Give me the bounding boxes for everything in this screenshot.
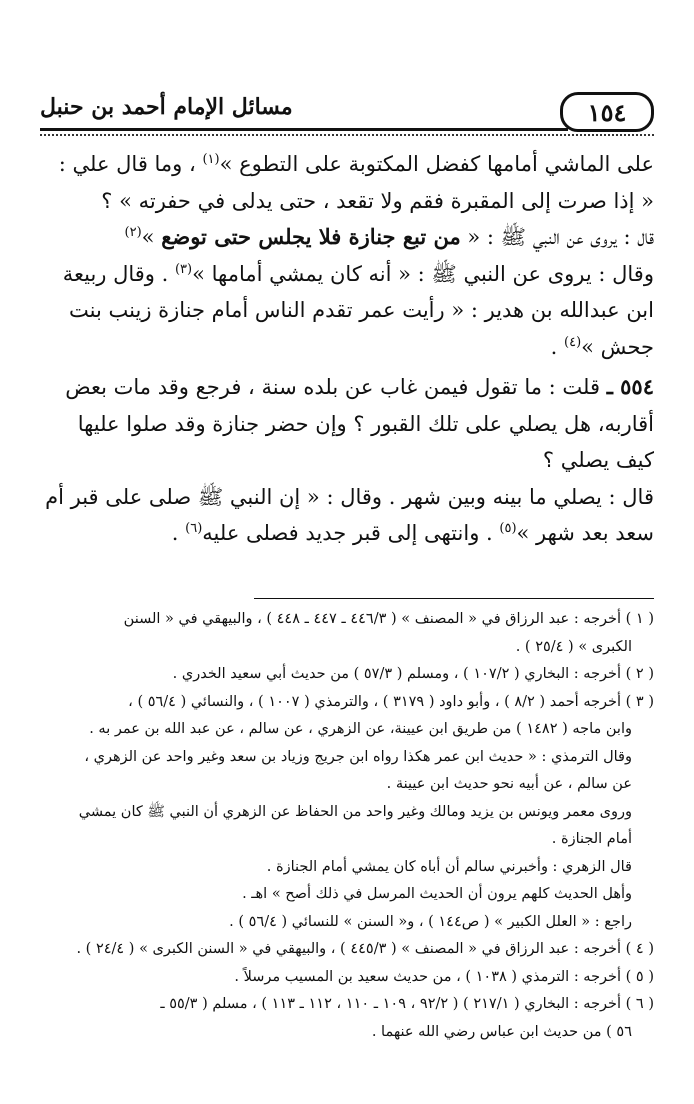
footnote-line: ( ٣ ) أخرجه أحمد ( ٨/٢ ) ، وأبو داود ( ٣١٧٩ ) ، والترمذي ( ١٠٠٧ ) ، والنسائي ( ٥٦/٤ ) ، [128,693,654,710]
text-segment: وقال : يروى عن النبي ﷺ : « أنه كان يمشي أمامها » [192,261,654,286]
issue-number: ٥٥٤ ـ [606,374,654,399]
footnote-line: راجع : « العلل الكبير » ( ص١٤٤ ) ، و« السنن » للنسائي ( ٥٦/٤ ) . [229,913,632,930]
footnote-line: ( ٦ ) أخرجه : البخاري ( ٢١٧/١ ) ( ٩٢/٢ ، ١٠٩ ـ ١١٠ ، ١١٢ ـ ١١٣ ) ، مسلم ( ٥٥/٣ ـ [160,996,654,1012]
main-text [40,146,654,552]
footnote-line: وروى معمر ويونس بن يزيد ومالك وغير واحد من الحفاظ عن الزهري أن النبي ﷺ كان يمشي [78,803,632,820]
text-line: « إذا صرت إلى المقبرة فقم ولا تقعد ، حتى يدلى في حفرته » ؟ [101,188,654,213]
footnote-line: وأهل الحديث كلهم يرون أن الحديث المرسل في ذلك أصح » اهـ . [242,886,632,902]
text-segment: جحش » [581,334,654,359]
text-line [40,515,654,552]
footnote-line: ( ٥ ) أخرجه : الترمذي ( ١٠٣٨ ) ، من حديث سعيد بن المسيب مرسلاً . [234,968,654,985]
text-segment: . وانتهى إلى قبر جديد فصلى عليه [202,521,500,545]
text-segment: ، وما قال علي : [58,152,203,176]
text-line: كيف يصلي ؟ [542,448,654,472]
footnote-ref: (٤) [564,334,582,350]
text-segment: سعد بعد شهر » [516,521,654,545]
document-page [40,88,654,1084]
text-segment: . [550,334,565,359]
text-line [40,369,654,406]
text-segment: . وقال ربيعة [62,261,175,286]
text-segment: . [171,521,186,545]
footnote-line: وقال الترمذي : « حديث ابن عمر هكذا رواه ابن جريج وزياد بن سعد وغير واحد عن الزهري ، [84,748,632,765]
footnote-line: ( ١ ) أخرجه : عبد الرزاق في « المصنف » ( ٤٤٦/٣ ـ ٤٤٧ ـ ٤٤٨ ) ، والبيهقي في « السنن [123,611,654,627]
text-line: قال : يصلي ما بينه وبين شهر . وقال : « إن النبي ﷺ صلى على قبر أم [45,484,654,509]
text-segment: قلت : ما تقول فيمن غاب عن بلده سنة ، فرجع وقد مات بعض [65,375,607,399]
footnote-line: وابن ماجه ( ١٤٨٢ ) من طريق ابن عيينة، عن الزهري ، عن سالم ، عن عبد الله بن عمر به . [89,721,632,737]
page-number: ١٥٤ [560,92,654,132]
footnote-line: ( ٢ ) أخرجه : البخاري ( ١٠٧/٢ ) ، ومسلم ( ٥٧/٣ ) من حديث أبي سعيد الخدري . [172,666,654,682]
header-dotted-rule [40,134,654,136]
footnotes [40,606,654,1046]
book-title: مسائل الإمام أحمد بن حنبل [40,94,293,120]
text-line [40,256,654,293]
text-segment: على الماشي أمامها كفضل المكتوبة على التطوع » [219,152,654,176]
footnote-line: أمام الجنازة . [551,831,632,847]
footnote-ref: (٣) [174,261,193,277]
text-line [40,329,654,366]
text-line [40,146,654,183]
footnote-line: ( ٤ ) أخرجه : عبد الرزاق في « المصنف » ( ٤٤٥/٣ ) ، والبيهقي في « السنن الكبرى » ( ٢٤/٤ ) . [76,941,654,957]
footnote-ref: (٢) [124,225,142,240]
footnote-line: عن سالم ، عن أبيه نحو حديث ابن عيينة . [386,776,632,792]
footnote-ref: (٦) [185,521,203,536]
text-line: أقاربه، هل يصلي على تلك القبور ؟ وإن حضر جنازة وقد صلوا عليها [77,411,654,436]
header-rule [40,128,568,131]
footnote-ref: (٥) [499,521,517,536]
footnote-line: ٥٦ ) من حديث ابن عباس رضي الله عنهما . [371,1023,632,1040]
text-line: ابن عبدالله بن هدير : « رأيت عمر تقدم الناس أمام جنازة زينب بنت [69,298,654,322]
footnote-line: قال الزهري : وأخبرني سالم أن أباه كان يمشي أمام الجنازة . [266,858,632,875]
page-header [40,88,654,134]
text-line [40,219,654,256]
text-segment: قال : يروى عن النبي ﷺ : « [460,225,654,249]
hadith-bold: من تبع جنازة فلا يجلس حتى توضع [161,224,461,249]
footnote-ref: (١) [202,152,220,167]
text-segment: » [141,225,162,249]
footnote-line: الكبرى » ( ٢٥/٤ ) . [515,638,632,655]
footnote-separator [254,598,654,599]
